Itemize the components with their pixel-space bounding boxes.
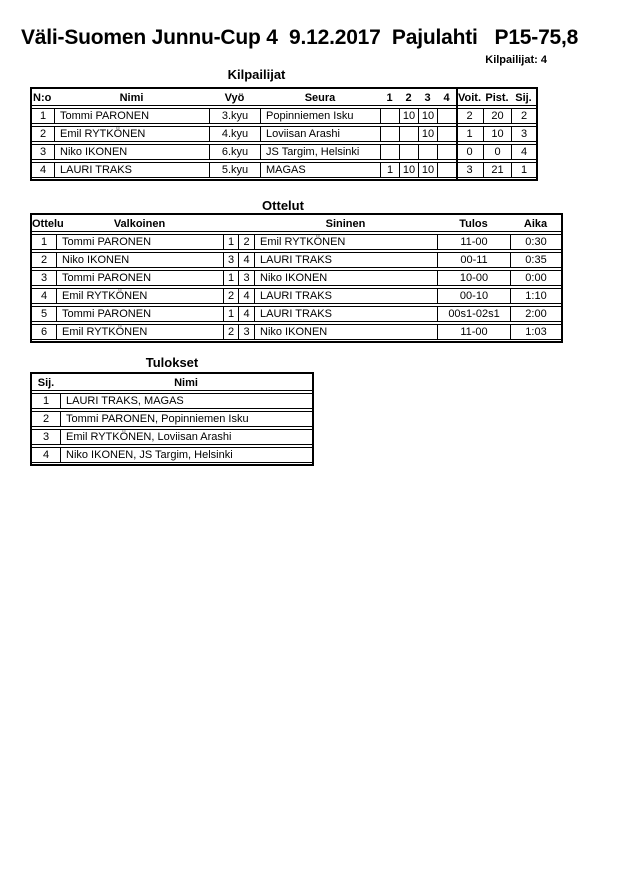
- match-row: [32, 306, 561, 322]
- col-header-wins: Voit.: [456, 90, 483, 106]
- blue-number: 3: [238, 270, 254, 286]
- white-name: Emil RYTKÖNEN: [56, 288, 223, 304]
- blue-name: LAURI TRAKS: [254, 306, 437, 322]
- match-number: 4: [32, 288, 56, 304]
- blue-number: 2: [238, 234, 254, 250]
- round-score: 10: [418, 108, 437, 124]
- match-time: 1:10: [510, 288, 561, 304]
- results-section-title: Tulokset: [145, 355, 199, 370]
- score-group-separator-line: [456, 89, 458, 179]
- result-row: [32, 447, 312, 463]
- result-name: Emil RYTKÖNEN, Loviisan Arashi: [60, 429, 312, 445]
- competitor-place: 3: [511, 126, 536, 142]
- competitor-points: 21: [483, 162, 511, 178]
- round-score: 10: [418, 162, 437, 178]
- results-table: [30, 372, 314, 466]
- round-score: 10: [399, 108, 418, 124]
- page-title: Väli-Suomen Junnu-Cup 4 9.12.2017 Pajulahti P15-75,8: [21, 26, 579, 49]
- match-number: 1: [32, 234, 56, 250]
- result-name: Tommi PARONEN, Popinniemen Isku: [60, 411, 312, 427]
- match-row: [32, 270, 561, 286]
- white-number: 2: [223, 324, 238, 340]
- competitor-name: Emil RYTKÖNEN: [54, 126, 209, 142]
- round-score: 10: [399, 162, 418, 178]
- col-header-match: Ottelu: [32, 216, 56, 232]
- competitor-number: 4: [32, 162, 54, 178]
- col-header-white-number: [223, 216, 238, 232]
- blue-number: 3: [238, 324, 254, 340]
- competitor-club: Loviisan Arashi: [260, 126, 380, 142]
- competitor-name: Tommi PARONEN: [54, 108, 209, 124]
- col-header-number: N:o: [32, 90, 54, 106]
- result-place: 3: [32, 429, 60, 445]
- white-number: 2: [223, 288, 238, 304]
- competitors-header-row: [32, 90, 536, 106]
- result-name: Niko IKONEN, JS Targim, Helsinki: [60, 447, 312, 463]
- col-header-club: Seura: [260, 90, 380, 106]
- match-row: [32, 324, 561, 340]
- col-header-round-2: 2: [399, 90, 418, 106]
- competitor-points: 20: [483, 108, 511, 124]
- result-place: 4: [32, 447, 60, 463]
- results-header-row: [32, 375, 312, 391]
- round-score: [418, 144, 437, 160]
- white-number: 1: [223, 234, 238, 250]
- competitor-club: Popinniemen Isku: [260, 108, 380, 124]
- competitors-section-title: Kilpailijat: [227, 67, 286, 82]
- col-header-white: Valkoinen: [56, 216, 223, 232]
- round-score: [437, 108, 456, 124]
- competitor-name: LAURI TRAKS: [54, 162, 209, 178]
- round-score: [399, 144, 418, 160]
- blue-number: 4: [238, 288, 254, 304]
- col-header-place: Sij.: [511, 90, 536, 106]
- match-result: 11-00: [437, 234, 510, 250]
- white-name: Tommi PARONEN: [56, 234, 223, 250]
- round-score: [380, 126, 399, 142]
- match-time: 0:35: [510, 252, 561, 268]
- round-score: [437, 126, 456, 142]
- competitor-belt: 5.kyu: [209, 162, 260, 178]
- competitor-row: [32, 144, 536, 160]
- matches-table: [30, 213, 563, 343]
- white-number: 1: [223, 306, 238, 322]
- white-name: Tommi PARONEN: [56, 270, 223, 286]
- white-number: 1: [223, 270, 238, 286]
- blue-name: Niko IKONEN: [254, 324, 437, 340]
- match-row: [32, 252, 561, 268]
- white-number: 3: [223, 252, 238, 268]
- col-header-blue-number: [238, 216, 254, 232]
- round-score: [437, 162, 456, 178]
- competitor-place: 4: [511, 144, 536, 160]
- match-time: 2:00: [510, 306, 561, 322]
- competitor-wins: 0: [456, 144, 483, 160]
- blue-name: LAURI TRAKS: [254, 252, 437, 268]
- match-row: [32, 288, 561, 304]
- competitor-number: 1: [32, 108, 54, 124]
- competitor-belt: 3.kyu: [209, 108, 260, 124]
- white-name: Niko IKONEN: [56, 252, 223, 268]
- round-score: [380, 144, 399, 160]
- result-place: 2: [32, 411, 60, 427]
- blue-name: Emil RYTKÖNEN: [254, 234, 437, 250]
- col-header-points: Pist.: [483, 90, 511, 106]
- competitor-place: 1: [511, 162, 536, 178]
- match-time: 1:03: [510, 324, 561, 340]
- competitor-club: MAGAS: [260, 162, 380, 178]
- blue-name: LAURI TRAKS: [254, 288, 437, 304]
- match-result: 10-00: [437, 270, 510, 286]
- competitor-points: 0: [483, 144, 511, 160]
- matches-header-row: [32, 216, 561, 232]
- col-header-round-4: 4: [437, 90, 456, 106]
- col-header-place: Sij.: [32, 375, 60, 391]
- col-header-round-1: 1: [380, 90, 399, 106]
- match-number: 3: [32, 270, 56, 286]
- result-name: LAURI TRAKS, MAGAS: [60, 393, 312, 409]
- col-header-result: Tulos: [437, 216, 510, 232]
- competitor-wins: 1: [456, 126, 483, 142]
- col-header-belt: Vyö: [209, 90, 260, 106]
- match-time: 0:00: [510, 270, 561, 286]
- round-score: [399, 126, 418, 142]
- match-result: 00-11: [437, 252, 510, 268]
- match-result: 00-10: [437, 288, 510, 304]
- competitor-wins: 3: [456, 162, 483, 178]
- competitor-belt: 6.kyu: [209, 144, 260, 160]
- blue-number: 4: [238, 306, 254, 322]
- match-result: 00s1-02s1: [437, 306, 510, 322]
- result-row: [32, 429, 312, 445]
- blue-number: 4: [238, 252, 254, 268]
- competitors-table: [30, 87, 538, 181]
- round-score: 10: [418, 126, 437, 142]
- match-row: [32, 234, 561, 250]
- competitor-club: JS Targim, Helsinki: [260, 144, 380, 160]
- col-header-blue: Sininen: [254, 216, 437, 232]
- result-place: 1: [32, 393, 60, 409]
- col-header-name: Nimi: [54, 90, 209, 106]
- col-header-round-3: 3: [418, 90, 437, 106]
- competitor-number: 3: [32, 144, 54, 160]
- result-row: [32, 393, 312, 409]
- white-name: Tommi PARONEN: [56, 306, 223, 322]
- white-name: Emil RYTKÖNEN: [56, 324, 223, 340]
- competitor-place: 2: [511, 108, 536, 124]
- col-header-time: Aika: [510, 216, 561, 232]
- competitor-name: Niko IKONEN: [54, 144, 209, 160]
- competitor-points: 10: [483, 126, 511, 142]
- blue-name: Niko IKONEN: [254, 270, 437, 286]
- round-score: [437, 144, 456, 160]
- competitor-belt: 4.kyu: [209, 126, 260, 142]
- match-number: 5: [32, 306, 56, 322]
- competitor-row: [32, 126, 536, 142]
- col-header-name: Nimi: [60, 375, 312, 391]
- match-number: 2: [32, 252, 56, 268]
- competitor-row: [32, 162, 536, 178]
- round-score: [380, 108, 399, 124]
- competitor-wins: 2: [456, 108, 483, 124]
- competitor-row: [32, 108, 536, 124]
- match-time: 0:30: [510, 234, 561, 250]
- round-score: 1: [380, 162, 399, 178]
- competitors-count-label: Kilpailijat: 4: [485, 54, 547, 66]
- competitor-number: 2: [32, 126, 54, 142]
- match-number: 6: [32, 324, 56, 340]
- result-row: [32, 411, 312, 427]
- matches-section-title: Ottelut: [262, 198, 304, 213]
- match-result: 11-00: [437, 324, 510, 340]
